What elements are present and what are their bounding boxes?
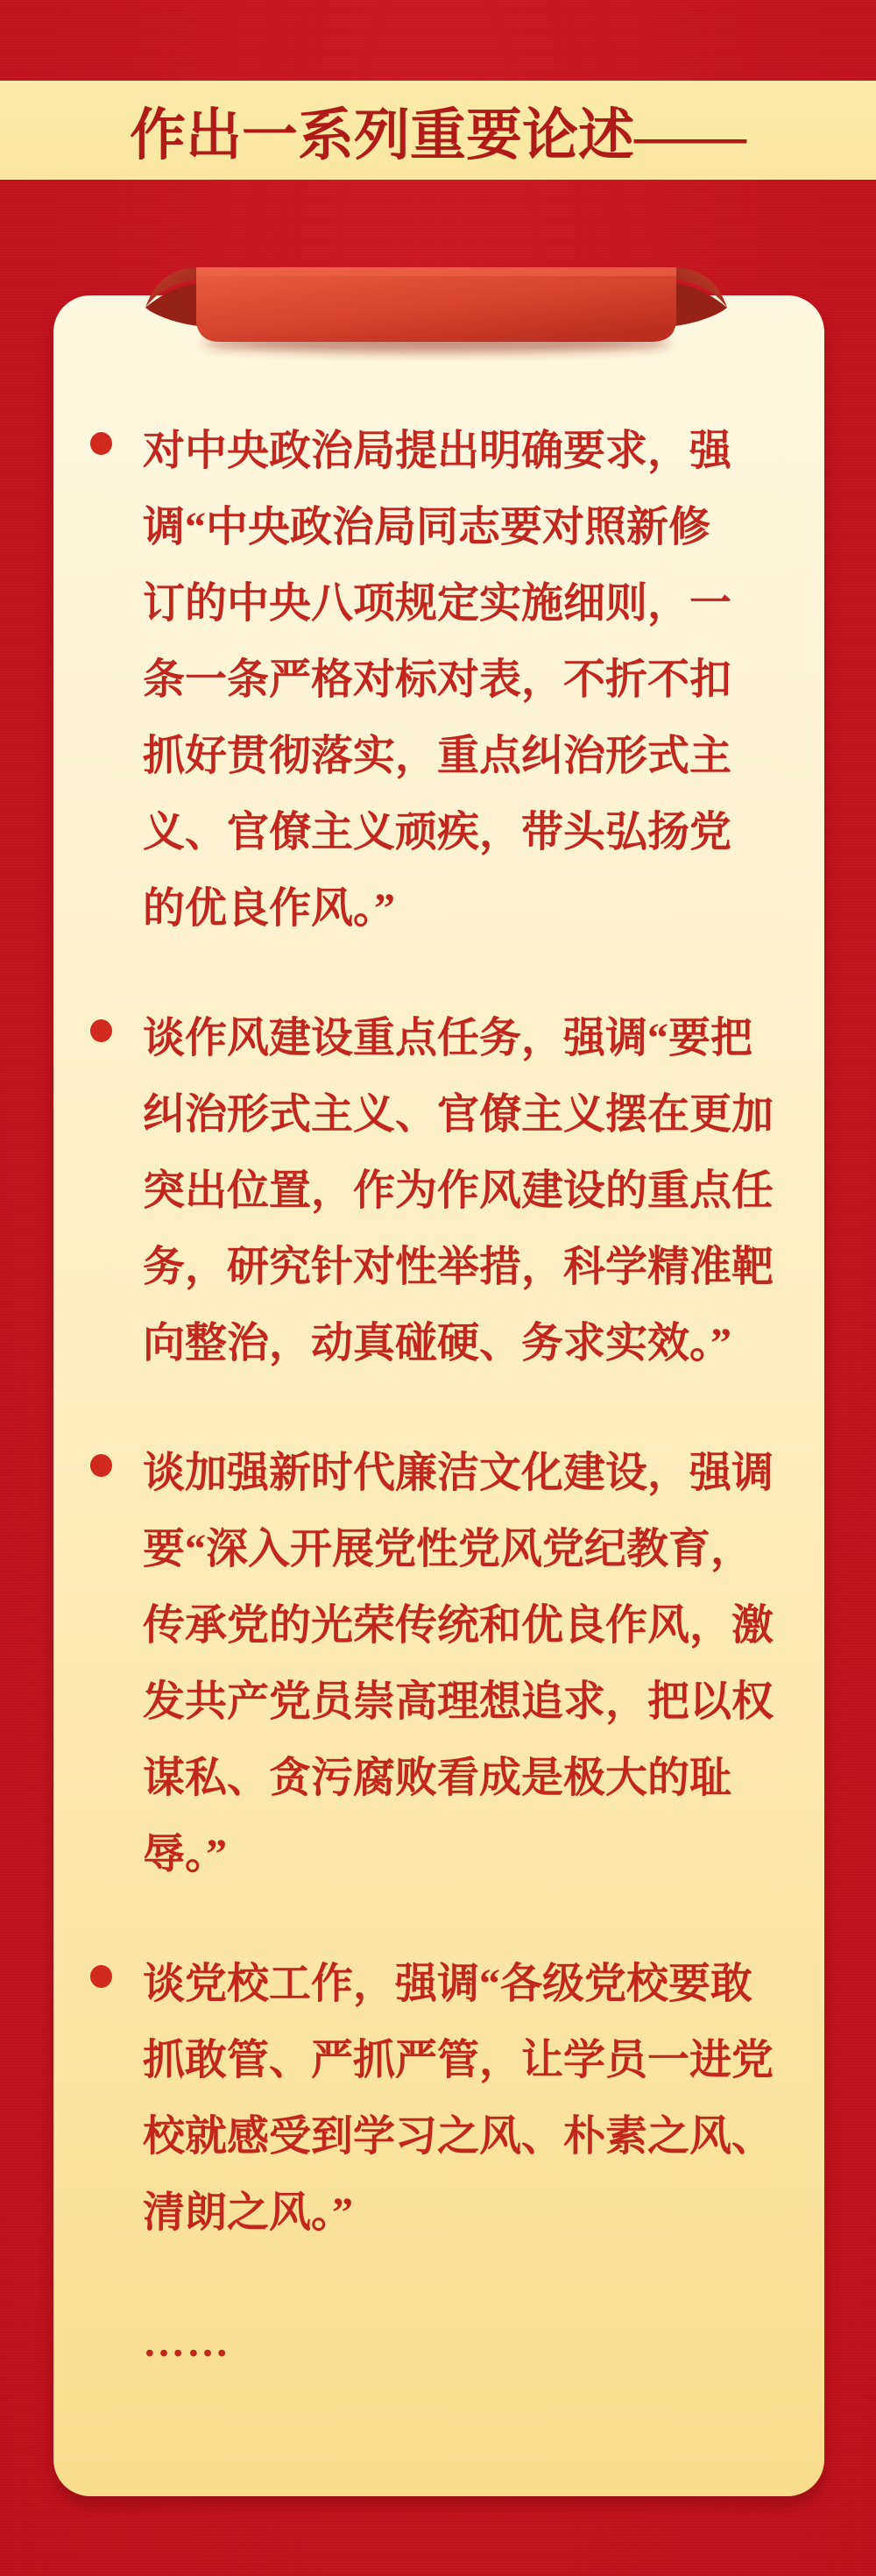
bullet-text-line: 义、官僚主义顽疾，带头弘扬党	[143, 809, 732, 855]
bullet-text-line: 对中央政治局提出明确要求，强	[143, 428, 732, 474]
bullet-text-line: 要“深入开展党性党风党纪教育，	[143, 1526, 753, 1572]
ribbon-decoration-icon	[0, 241, 876, 368]
bullet-dot-icon	[90, 1454, 112, 1477]
bullet-text	[143, 413, 775, 947]
list-item	[143, 413, 775, 947]
ellipsis-text: ……	[143, 2319, 230, 2366]
bullet-text-line: 突出位置，作为作风建设的重点任	[143, 1167, 774, 1214]
bullet-text-line: 发共产党员崇高理想追求，把以权	[143, 1678, 774, 1725]
bullet-text-line: 谈党校工作，强调“各级党校要敢	[143, 1961, 753, 2007]
bullet-text	[143, 1435, 775, 1892]
header-banner	[0, 81, 876, 180]
bullet-dot-icon	[90, 1965, 112, 1988]
bullet-text	[143, 1946, 775, 2251]
list-item	[143, 1435, 775, 1892]
bullet-text-line: 校就感受到学习之风、朴素之风、	[143, 2113, 774, 2160]
bullet-dot-icon	[90, 1019, 112, 1042]
bullet-text-line: 订的中央八项规定实施细则，一	[143, 580, 732, 627]
bullet-text-line: 纠治形式主义、官僚主义摆在更加	[143, 1091, 774, 1138]
bullet-text-line: 调“中央政治局同志要对照新修	[143, 504, 711, 550]
bullet-text-line: 谋私、贪污腐败看成是极大的耻	[143, 1755, 732, 1801]
bullet-text-line: 条一条严格对标对表，不折不扣	[143, 656, 732, 703]
bullet-text-line: 抓好贯彻落实，重点纠治形式主	[143, 733, 732, 779]
bullet-text-line: 向整治，动真碰硬、务求实效。”	[143, 1320, 732, 1366]
bullet-text-line: 抓敢管、严抓严管，让学员一进党	[143, 2037, 774, 2083]
bullet-text	[143, 1000, 775, 1381]
bullet-text-line: 辱。”	[143, 1831, 228, 1877]
bullet-text-line: 传承党的光荣传统和优良作风，激	[143, 1602, 774, 1649]
bullet-text-line: 务，研究针对性举措，科学精准靶	[143, 1244, 774, 1290]
bullet-text-line: 谈作风建设重点任务，强调“要把	[143, 1015, 753, 1061]
content-card	[53, 295, 824, 2496]
bullet-dot-icon	[90, 432, 112, 455]
page-title: 作出一系列重要论述——	[130, 103, 746, 167]
bullet-text-line: 的优良作风。”	[143, 885, 396, 932]
bullet-text-line: 谈加强新时代廉洁文化建设，强调	[143, 1450, 774, 1496]
bullet-text-line: 清朗之风。”	[143, 2189, 354, 2236]
bullet-list	[143, 413, 775, 2251]
list-item	[143, 1000, 775, 1381]
list-item	[143, 1946, 775, 2251]
